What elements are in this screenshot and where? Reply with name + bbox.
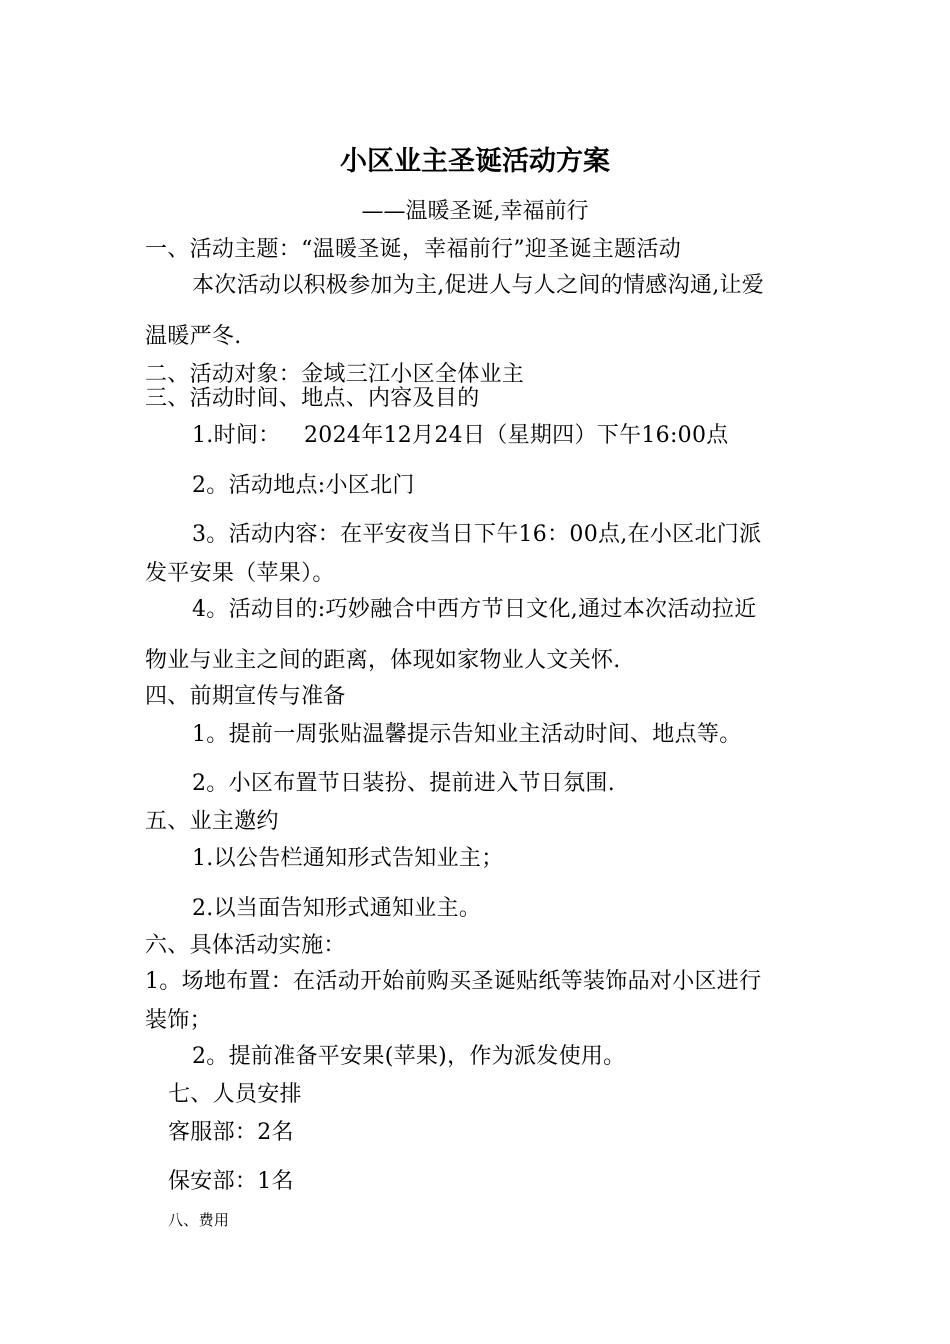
section-3-item-3-line-2: 发平安果（苹果）。 bbox=[145, 561, 335, 586]
section-5-heading: 五、业主邀约 bbox=[145, 809, 279, 834]
section-4-item-2: 2。小区布置节日装扮、提前进入节日氛围. bbox=[192, 771, 615, 796]
section-6-item-2: 2。提前准备平安果(苹果)，作为派发使用。 bbox=[192, 1044, 626, 1069]
section-7-item-2: 保安部：1名 bbox=[168, 1169, 294, 1194]
section-3-item-1-value: 2024年12月24日（星期四）下午16:00点 bbox=[304, 423, 729, 448]
section-6-heading: 六、具体活动实施： bbox=[145, 933, 346, 958]
section-5-item-1: 1.以公告栏通知形式告知业主； bbox=[192, 846, 504, 871]
section-8-heading: 八、费用 bbox=[168, 1211, 230, 1229]
section-3-item-4-line-1: 4。活动目的:巧妙融合中西方节日文化,通过本次活动拉近 bbox=[192, 597, 757, 622]
section-1-body-line-2: 温暖严冬. bbox=[145, 324, 242, 349]
section-6-item-1-line-2: 装饰； bbox=[145, 1008, 212, 1033]
section-3-item-4-line-2: 物业与业主之间的距离，体现如家物业人文关怀. bbox=[145, 648, 621, 673]
section-5-item-2: 2.以当面告知形式通知业主。 bbox=[192, 896, 482, 921]
section-7-item-1: 客服部：2名 bbox=[168, 1120, 294, 1145]
section-7-heading: 七、人员安排 bbox=[168, 1082, 302, 1107]
section-4-item-1: 1。提前一周张贴温馨提示告知业主活动时间、地点等。 bbox=[192, 722, 742, 747]
document-title: 小区业主圣诞活动方案 bbox=[340, 146, 610, 177]
section-3-item-2: 2。活动地点:小区北门 bbox=[192, 473, 415, 498]
section-3-item-1-label: 1.时间： bbox=[192, 423, 281, 448]
section-3-heading: 三、活动时间、地点、内容及目的 bbox=[145, 386, 480, 411]
document-subtitle: ——温暖圣诞,幸福前行 bbox=[361, 199, 589, 224]
section-1-heading: 一、活动主题：“温暖圣诞，幸福前行”迎圣诞主题活动 bbox=[145, 237, 681, 262]
section-3-item-3-line-1: 3。活动内容：在平安夜当日下午16：00点,在小区北门派 bbox=[192, 522, 762, 547]
section-6-item-1-line-1: 1。场地布置：在活动开始前购买圣诞贴纸等装饰品对小区进行 bbox=[145, 969, 762, 994]
section-2-heading: 二、活动对象：金域三江小区全体业主 bbox=[145, 362, 525, 387]
section-1-body-line-1: 本次活动以积极参加为主,促进人与人之间的情感沟通,让爱 bbox=[192, 273, 765, 298]
section-4-heading: 四、前期宣传与准备 bbox=[145, 684, 346, 709]
